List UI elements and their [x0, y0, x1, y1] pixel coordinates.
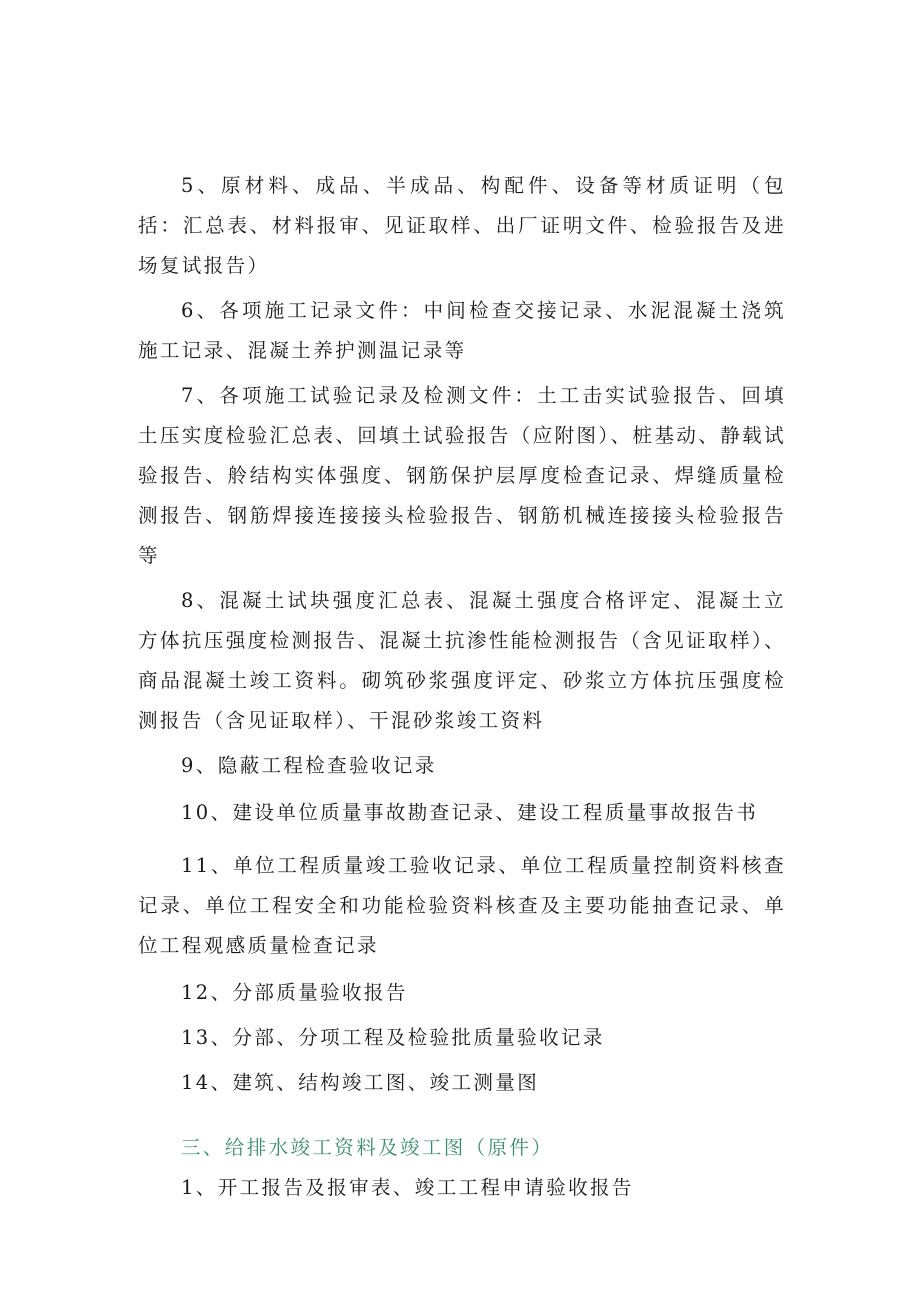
- list-item: 5、原材料、成品、半成品、构配件、设备等材质证明（包括：汇总表、材料报审、见证取样、出厂证明文件、检验报告及进场复试报告）: [138, 174, 786, 277]
- list-item: 10、建设单位质量事故勘查记录、建设工程质量事故报告书: [181, 801, 759, 824]
- list-item: 12、分部质量验收报告: [181, 981, 408, 1004]
- section-heading: 三、给排水竣工资料及竣工图（原件）: [181, 1136, 554, 1159]
- list-item: 1、开工报告及报审表、竣工工程申请验收报告: [181, 1176, 634, 1199]
- list-item: 13、分部、分项工程及检验批质量验收记录: [181, 1026, 605, 1049]
- list-item: 6、各项施工记录文件：中间检查交接记录、水泥混凝土浇筑施工记录、混凝土养护测温记录等: [138, 299, 786, 362]
- list-item: 8、混凝土试块强度汇总表、混凝土强度合格评定、混凝土立方体抗压强度检测报告、混凝土抗渗性能检测报告（含见证取样）、商品混凝土竣工资料。砌筑砂浆强度评定、砂浆立方体抗压强度检测报告（含见证取样）、干混砂浆竣工资料: [138, 589, 786, 732]
- document-page: [138, 166, 786, 1208]
- list-item: 7、各项施工试验记录及检测文件：土工击实试验报告、回填土压实度检验汇总表、回填土试验报告（应附图）、桩基动、静载试验报告、舲结构实体强度、钢筋保护层厚度检查记录、焊缝质量检测报告、钢筋焊接连接接头检验报告、钢筋机械连接接头检验报告等: [138, 384, 786, 567]
- list-item: 14、建筑、结构竣工图、竣工测量图: [181, 1071, 540, 1094]
- list-item: 11、单位工程质量竣工验收记录、单位工程质量控制资料核查记录、单位工程安全和功能检验资料核查及主要功能抽查记录、单位工程观感质量检查记录: [138, 854, 786, 957]
- list-item: 9、隐蔽工程检查验收记录: [181, 754, 437, 777]
